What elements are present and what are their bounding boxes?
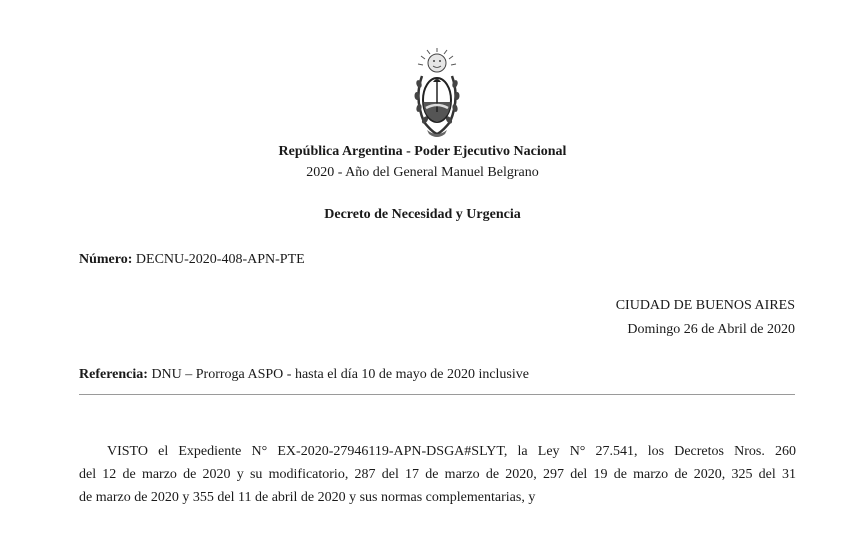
city-name: CIUDAD DE BUENOS AIRES <box>615 298 795 313</box>
coat-of-arms-icon <box>412 48 462 140</box>
body-paragraph <box>79 440 796 509</box>
body-line: de marzo de 2020 y 355 del 11 de abril de 2020 y sus normas complementarias, y <box>79 490 536 505</box>
document-date: Domingo 26 de Abril de 2020 <box>627 322 795 337</box>
year-motto: 2020 - Año del General Manuel Belgrano <box>306 165 539 180</box>
body-line: del 12 de marzo de 2020 y su modificatorio, 287 del 17 de marzo de 2020, 297 del 19 de marzo de 2020, 325 del 31 <box>79 467 796 482</box>
reference-line <box>79 367 529 383</box>
document-number <box>79 252 305 268</box>
section-divider <box>79 394 795 395</box>
reference-label: Referencia: <box>79 367 148 382</box>
document-number-label: Número: <box>79 252 133 267</box>
document-type-title: Decreto de Necesidad y Urgencia <box>324 207 521 222</box>
body-line: VISTO el Expediente N° EX-2020-27946119-APN-DSGA#SLYT, la Ley N° 27.541, los Decretos Nros. 260 <box>107 444 796 459</box>
document-number-value: DECNU-2020-408-APN-PTE <box>135 252 305 267</box>
institution-heading: República Argentina - Poder Ejecutivo Nacional <box>278 144 567 159</box>
reference-value: DNU – Prorroga ASPO - hasta el día 10 de mayo de 2020 inclusive <box>151 367 529 382</box>
